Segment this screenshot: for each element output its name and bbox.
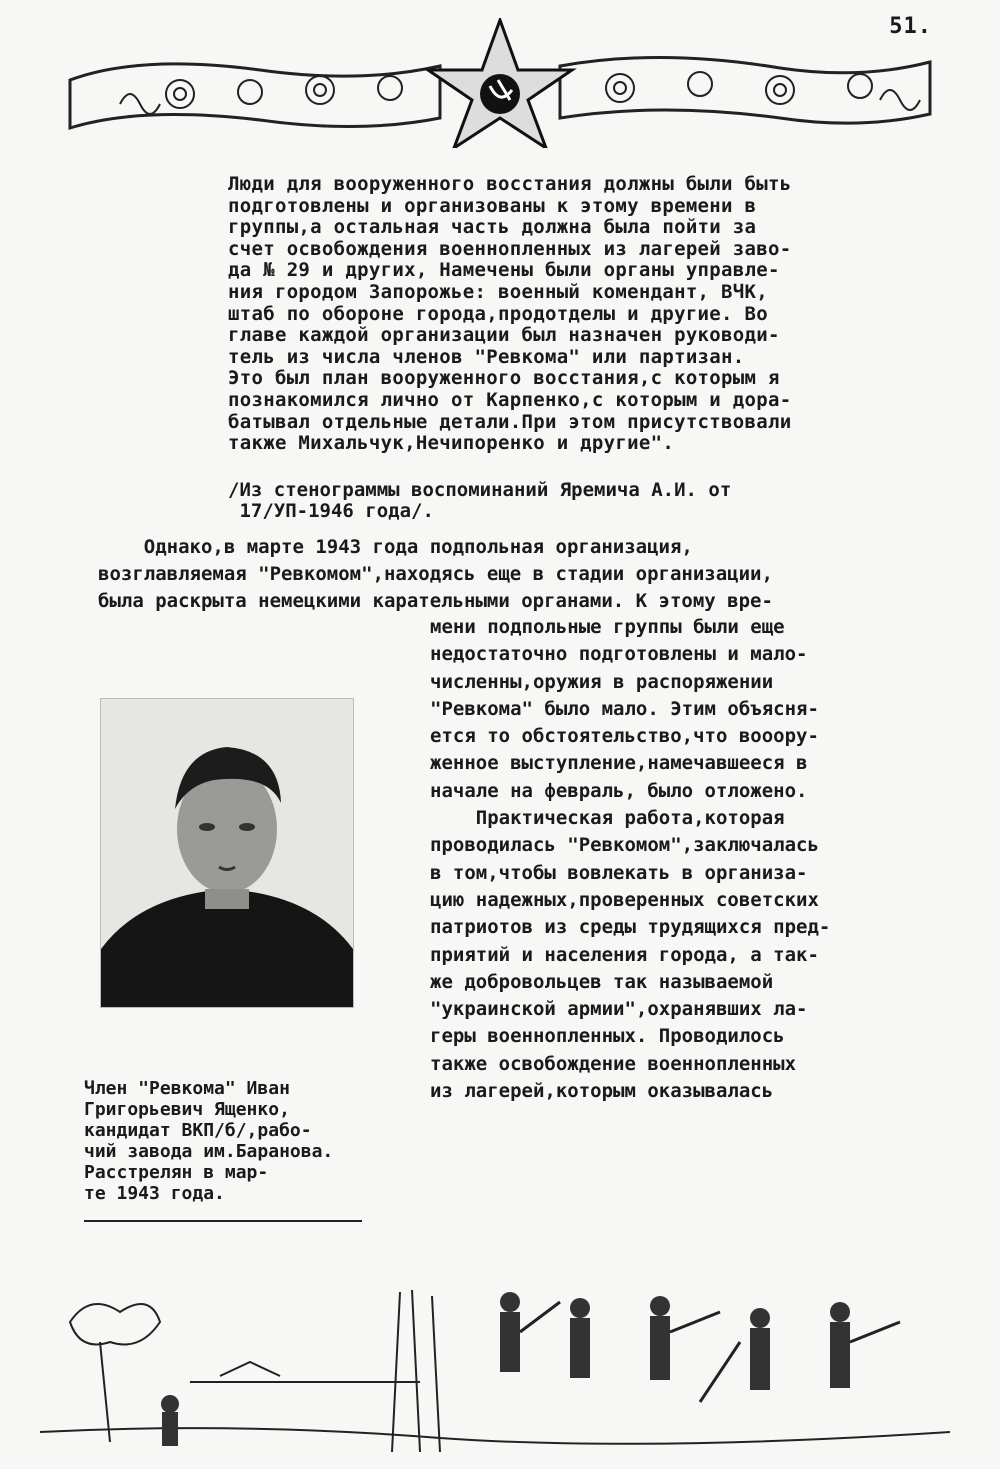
quote-line: тель из числа членов "Ревкома" или партизан. <box>228 345 745 368</box>
folk-ornament-banner-icon <box>60 18 940 148</box>
paragraph-line: патриотов из среды трудящихся пред- <box>430 916 831 939</box>
main-paragraph <box>98 534 898 615</box>
paragraph-line: "украинской армии",охранявших ла- <box>430 998 808 1021</box>
quote-line: Люди для вооруженного восстания должны были быть <box>228 173 792 195</box>
caption-line: Расстрелян в мар- <box>84 1162 269 1183</box>
portrait-photo <box>100 698 354 1008</box>
paragraph-line: же добровольцев так называемой <box>430 970 774 993</box>
caption-line: те 1943 года. <box>84 1183 225 1204</box>
paragraph-line: Практическая работа,которая <box>430 807 785 830</box>
paragraph-line: возглавляемая "Ревкомом",находясь еще в стадии организации, <box>98 563 773 585</box>
quote-line: главе каждой организации был назначен руководи- <box>228 324 780 347</box>
quote-line: счет освобождения военнопленных из лагерей заво- <box>228 237 792 260</box>
paragraph-line: ется то обстоятельство,что вооору- <box>430 725 819 748</box>
caption-line: кандидат ВКП/б/,рабо- <box>84 1120 312 1141</box>
battle-scene-illustration-icon <box>40 1282 950 1462</box>
caption-line: Член "Ревкома" Иван <box>84 1078 290 1099</box>
right-column-text <box>430 614 890 1105</box>
source-line: /Из стенограммы воспоминаний Яремича А.И. от <box>228 479 732 501</box>
paragraph-line: "Ревкома" было мало. Этим объясня- <box>430 697 819 720</box>
quote-line: Это был план вооруженного восстания,с которым я <box>228 367 780 390</box>
quote-line: познакомился лично от Карпенко,с которым и дора- <box>228 388 792 411</box>
paragraph-line: Однако,в марте 1943 года подпольная организация, <box>98 536 693 558</box>
paragraph-line: мени подпольные группы были еще <box>430 616 785 638</box>
paragraph-line: была раскрыта немецкими карательными органами. К этому вре- <box>98 590 773 612</box>
paragraph-line: приятий и населения города, а так- <box>430 943 819 966</box>
source-line: 17/УП-1946 года/. <box>228 500 434 522</box>
paragraph-line: недостаточно подготовлены и мало- <box>430 643 808 666</box>
caption-line: чий завода им.Баранова. <box>84 1141 334 1162</box>
page-number: 51. <box>889 14 932 39</box>
quote-line: да № 29 и других, Намечены были органы управле- <box>228 259 780 282</box>
quote-line: группы,а остальная часть должна была пойти за <box>228 216 757 239</box>
photo-caption <box>84 1078 374 1204</box>
paragraph-line: цию надежных,проверенных советских <box>430 888 819 911</box>
quote-line: батывал отдельные детали.При этом присутствовали <box>228 410 792 433</box>
paragraph-line: также освобождение военнопленных <box>430 1052 797 1075</box>
memoir-quote <box>228 174 888 455</box>
quote-line: подготовлены и организованы к этому времени в <box>228 194 757 217</box>
paragraph-line: численны,оружия в распоряжении <box>430 670 774 693</box>
quote-line: также Михальчук,Нечипоренко и другие". <box>228 432 675 455</box>
quote-source <box>228 480 868 522</box>
quote-line: штаб по обороне города,продотделы и другие. Во <box>228 302 768 325</box>
paragraph-line: из лагерей,которым оказывалась <box>430 1080 774 1103</box>
paragraph-line: в том,чтобы вовлекать в организа- <box>430 861 808 884</box>
caption-underline <box>84 1220 362 1222</box>
paragraph-line: женное выступление,намечавшееся в <box>430 752 808 775</box>
paragraph-line: проводилась "Ревкомом",заключалась <box>430 834 819 857</box>
paragraph-line: геры военнопленных. Проводилось <box>430 1025 785 1048</box>
quote-line: ния городом Запорожье: военный комендант, ВЧК, <box>228 280 768 303</box>
paragraph-line: начале на февраль, было отложено. <box>430 779 808 802</box>
caption-line: Григорьевич Ященко, <box>84 1099 290 1120</box>
